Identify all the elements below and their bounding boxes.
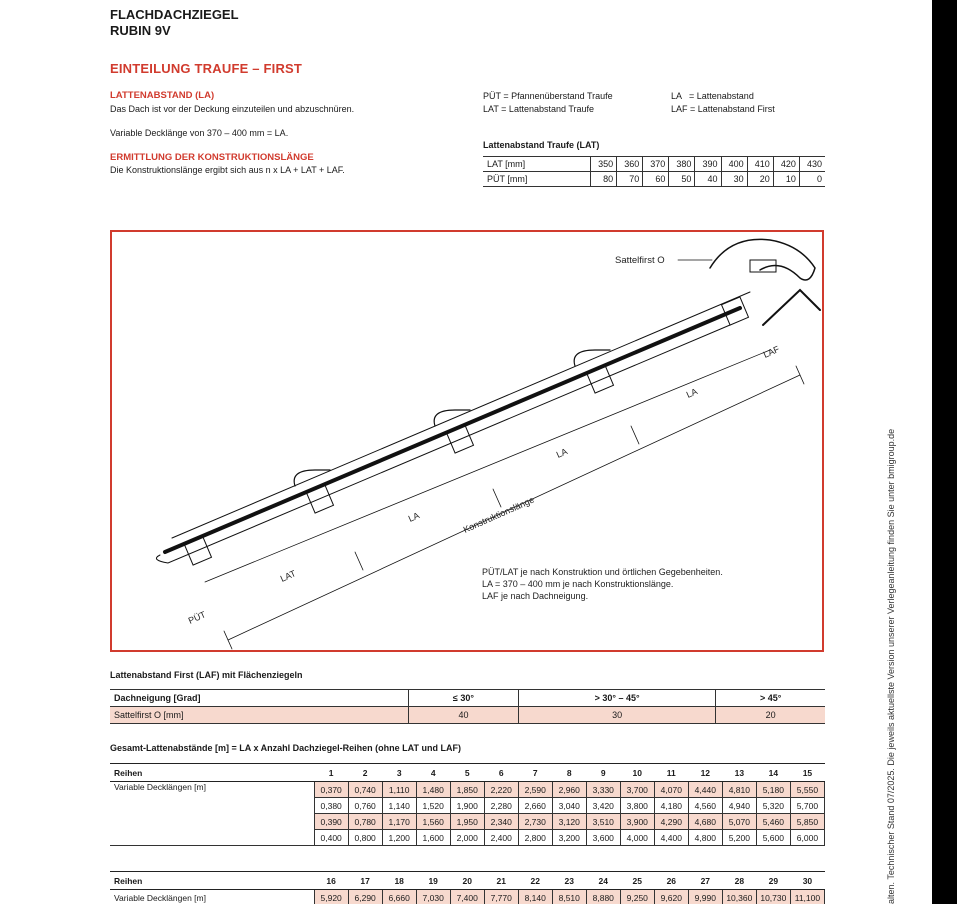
- table-cell: 2,960: [552, 782, 586, 798]
- table-cell: 28: [722, 872, 756, 890]
- table-cell: 29: [756, 872, 790, 890]
- table-cell: 4,070: [654, 782, 688, 798]
- table-cell: 3,200: [552, 830, 586, 846]
- table-cell: 4,560: [688, 798, 722, 814]
- table-cell: 3: [382, 764, 416, 782]
- kl-heading: ERMITTLUNG DER KONSTRUKTIONSLÄNGE: [110, 152, 314, 163]
- table-row: [110, 798, 825, 814]
- gesamt-header-row-2: [110, 872, 825, 890]
- table-row: [110, 814, 825, 830]
- table-cell: 2,220: [484, 782, 518, 798]
- table-cell: 25: [620, 872, 654, 890]
- table-cell: 30: [790, 872, 824, 890]
- table-cell: 20: [450, 872, 484, 890]
- label-la-2: LA: [554, 446, 569, 460]
- gesamt-header-row: [110, 764, 825, 782]
- table-cell: 26: [654, 872, 688, 890]
- table-cell: 23: [552, 872, 586, 890]
- table-cell: 80: [591, 172, 617, 187]
- table-cell: 0,400: [314, 830, 348, 846]
- table-cell: 0: [799, 172, 825, 187]
- table-cell: 40: [695, 172, 721, 187]
- table-cell: 10: [620, 764, 654, 782]
- laf-data-row: [110, 707, 825, 724]
- table-cell: 17: [348, 872, 382, 890]
- table-cell: 7,770: [484, 890, 518, 904]
- table-cell: 11,100: [790, 890, 824, 904]
- table-cell: 10,730: [756, 890, 790, 904]
- lat-row: [483, 157, 825, 172]
- table-cell: 18: [382, 872, 416, 890]
- table-cell: 390: [695, 157, 721, 172]
- legend-laf: LAF = Lattenabstand First: [671, 104, 775, 114]
- table-cell: 5,920: [314, 890, 348, 904]
- table-cell: 1,140: [382, 798, 416, 814]
- table-cell: 8: [552, 764, 586, 782]
- table-cell: 5: [450, 764, 484, 782]
- table-cell: 5,850: [790, 814, 824, 830]
- table-cell: 40: [409, 707, 519, 724]
- table-cell: 4,940: [722, 798, 756, 814]
- kl-text: Die Konstruktionslänge ergibt sich aus n x LA + LAT + LAF.: [110, 165, 345, 175]
- reihen-label-2: Reihen: [110, 872, 314, 890]
- table-cell: 1,560: [416, 814, 450, 830]
- table-cell: 3,420: [586, 798, 620, 814]
- table-cell: 4,290: [654, 814, 688, 830]
- laf-header-neigung: Dachneigung [Grad]: [110, 690, 409, 707]
- table-cell: 4,440: [688, 782, 722, 798]
- legend-la: LA = Lattenabstand: [671, 91, 754, 101]
- table-cell: 5,320: [756, 798, 790, 814]
- table-cell: 0,390: [314, 814, 348, 830]
- table-cell: 360: [617, 157, 643, 172]
- roof-diagram: [110, 230, 824, 652]
- table-cell: 6,660: [382, 890, 416, 904]
- table-cell: 2,000: [450, 830, 484, 846]
- table-cell: 3,330: [586, 782, 620, 798]
- label-sattelfirst: Sattelfirst O: [615, 255, 665, 266]
- table-cell: 30: [518, 707, 715, 724]
- table-cell: 400: [721, 157, 747, 172]
- table-cell: 1,480: [416, 782, 450, 798]
- table-cell: 420: [773, 157, 799, 172]
- label-la-3: LA: [406, 510, 421, 524]
- table-cell: 7,400: [450, 890, 484, 904]
- laf-header-2: > 30° – 45°: [518, 690, 715, 707]
- table-cell: 7,030: [416, 890, 450, 904]
- gesamt-table-1: [110, 763, 825, 846]
- laf-table: [110, 689, 825, 724]
- la-text-1: Das Dach ist vor der Deckung einzuteilen und abzuschnüren.: [110, 104, 355, 114]
- label-lat: LAT: [278, 568, 298, 584]
- table-cell: 4,810: [722, 782, 756, 798]
- section-title: EINTEILUNG TRAUFE – FIRST: [110, 61, 303, 76]
- diagram-frame: [111, 231, 823, 651]
- table-cell: 8,140: [518, 890, 552, 904]
- table-cell: 27: [688, 872, 722, 890]
- label-put: PÜT: [186, 609, 208, 626]
- label-laf: LAF: [761, 343, 781, 360]
- table-cell: 15: [790, 764, 824, 782]
- table-cell: 0,370: [314, 782, 348, 798]
- table-cell: [110, 830, 314, 846]
- la-heading: LATTENABSTAND (LA): [110, 90, 215, 101]
- side-note: [872, 375, 896, 904]
- table-cell: 370: [643, 157, 669, 172]
- table-cell: 2,280: [484, 798, 518, 814]
- table-cell: 0,740: [348, 782, 382, 798]
- lat-row-label: LAT [mm]: [483, 157, 591, 172]
- table-cell: 1,170: [382, 814, 416, 830]
- table-cell: 2,340: [484, 814, 518, 830]
- table-cell: 4,400: [654, 830, 688, 846]
- table-cell: 7: [518, 764, 552, 782]
- table-cell: 5,550: [790, 782, 824, 798]
- table-cell: 6: [484, 764, 518, 782]
- table-cell: 13: [722, 764, 756, 782]
- var-label: Variable Decklängen [m]: [110, 782, 314, 798]
- table-cell: 9,620: [654, 890, 688, 904]
- diagram-note-1: PÜT/LAT je nach Konstruktion und örtlichen Gegebenheiten.: [482, 567, 723, 577]
- table-cell: 0,800: [348, 830, 382, 846]
- table-cell: 3,510: [586, 814, 620, 830]
- table-cell: 2,660: [518, 798, 552, 814]
- table-cell: 4,680: [688, 814, 722, 830]
- diagram-note-3: LAF je nach Dachneigung.: [482, 591, 589, 601]
- table-cell: 20: [747, 172, 773, 187]
- table-cell: 21: [484, 872, 518, 890]
- product-name: RUBIN 9V: [110, 23, 171, 38]
- table-row: [110, 890, 825, 904]
- table-cell: 1,110: [382, 782, 416, 798]
- table-cell: 2: [348, 764, 382, 782]
- table-cell: 1,520: [416, 798, 450, 814]
- table-cell: 3,600: [586, 830, 620, 846]
- table-cell: 20: [716, 707, 825, 724]
- table-cell: 380: [669, 157, 695, 172]
- table-cell: 1,600: [416, 830, 450, 846]
- table-cell: [110, 814, 314, 830]
- table-cell: 5,200: [722, 830, 756, 846]
- table-cell: 1,850: [450, 782, 484, 798]
- label-konstruktion: Konstruktionslänge: [461, 494, 536, 535]
- table-cell: 16: [314, 872, 348, 890]
- table-cell: 10: [773, 172, 799, 187]
- table-cell: 2,800: [518, 830, 552, 846]
- table-cell: 3,120: [552, 814, 586, 830]
- table-row: [110, 782, 825, 798]
- table-cell: 4,800: [688, 830, 722, 846]
- table-cell: 70: [617, 172, 643, 187]
- laf-header-row: [110, 690, 825, 707]
- table-cell: 8,510: [552, 890, 586, 904]
- table-cell: 0,780: [348, 814, 382, 830]
- table-cell: 1: [314, 764, 348, 782]
- table-cell: 5,460: [756, 814, 790, 830]
- table-cell: 8,880: [586, 890, 620, 904]
- put-row-label: PÜT [mm]: [483, 172, 591, 187]
- table-cell: 9: [586, 764, 620, 782]
- table-cell: 3,700: [620, 782, 654, 798]
- table-cell: 6,000: [790, 830, 824, 846]
- table-cell: 5,180: [756, 782, 790, 798]
- table-cell: 1,950: [450, 814, 484, 830]
- la-text-2: Variable Decklänge von 370 – 400 mm = LA.: [110, 128, 289, 138]
- table-cell: 350: [591, 157, 617, 172]
- table-cell: 14: [756, 764, 790, 782]
- table-cell: 0,380: [314, 798, 348, 814]
- table-cell: 430: [799, 157, 825, 172]
- table-cell: 1,900: [450, 798, 484, 814]
- lat-table-title: Lattenabstand Traufe (LAT): [483, 140, 600, 150]
- table-cell: 3,800: [620, 798, 654, 814]
- put-row: [483, 172, 825, 187]
- table-cell: 2,400: [484, 830, 518, 846]
- table-cell: 4,000: [620, 830, 654, 846]
- label-la-1: LA: [684, 386, 699, 400]
- table-cell: 24: [586, 872, 620, 890]
- legend-put: PÜT = Pfannenüberstand Traufe: [483, 91, 613, 101]
- table-cell: 5,600: [756, 830, 790, 846]
- table-cell: 19: [416, 872, 450, 890]
- table-cell: 9,990: [688, 890, 722, 904]
- doc-title: FLACHDACHZIEGEL: [110, 7, 239, 22]
- table-cell: 1,200: [382, 830, 416, 846]
- lat-table: [483, 156, 825, 187]
- table-cell: 12: [688, 764, 722, 782]
- gesamt-title: Gesamt-Lattenabstände [m] = LA x Anzahl Dachziegel-Reihen (ohne LAT und LAF): [110, 743, 461, 753]
- table-cell: 4: [416, 764, 450, 782]
- table-cell: 3,040: [552, 798, 586, 814]
- table-cell: 5,070: [722, 814, 756, 830]
- table-cell: 2,730: [518, 814, 552, 830]
- table-cell: 6,290: [348, 890, 382, 904]
- diagram-note-2: LA = 370 – 400 mm je nach Konstruktionslänge.: [482, 579, 674, 589]
- laf-header-1: ≤ 30°: [409, 690, 519, 707]
- laf-row-label: Sattelfirst O [mm]: [110, 707, 409, 724]
- table-cell: 2,590: [518, 782, 552, 798]
- laf-table-title: Lattenabstand First (LAF) mit Flächenziegeln: [110, 670, 303, 680]
- table-cell: 9,250: [620, 890, 654, 904]
- reihen-label: Reihen: [110, 764, 314, 782]
- table-row: [110, 830, 825, 846]
- laf-header-3: > 45°: [716, 690, 825, 707]
- table-cell: 5,700: [790, 798, 824, 814]
- side-note-text: alten. Technischer Stand 07/2025. Die jeweils aktuellste Version unserer Verlegeanleitung finden Sie unter bmigroup.de: [886, 428, 896, 904]
- var-label-2: Variable Decklängen [m]: [110, 890, 314, 904]
- legend-lat: LAT = Lattenabstand Traufe: [483, 104, 594, 114]
- table-cell: 410: [747, 157, 773, 172]
- table-cell: 4,180: [654, 798, 688, 814]
- table-cell: 22: [518, 872, 552, 890]
- table-cell: 3,900: [620, 814, 654, 830]
- table-cell: 30: [721, 172, 747, 187]
- table-cell: 60: [643, 172, 669, 187]
- gesamt-table-2: [110, 871, 825, 904]
- table-cell: 11: [654, 764, 688, 782]
- table-cell: 50: [669, 172, 695, 187]
- table-cell: [110, 798, 314, 814]
- table-cell: 10,360: [722, 890, 756, 904]
- table-cell: 0,760: [348, 798, 382, 814]
